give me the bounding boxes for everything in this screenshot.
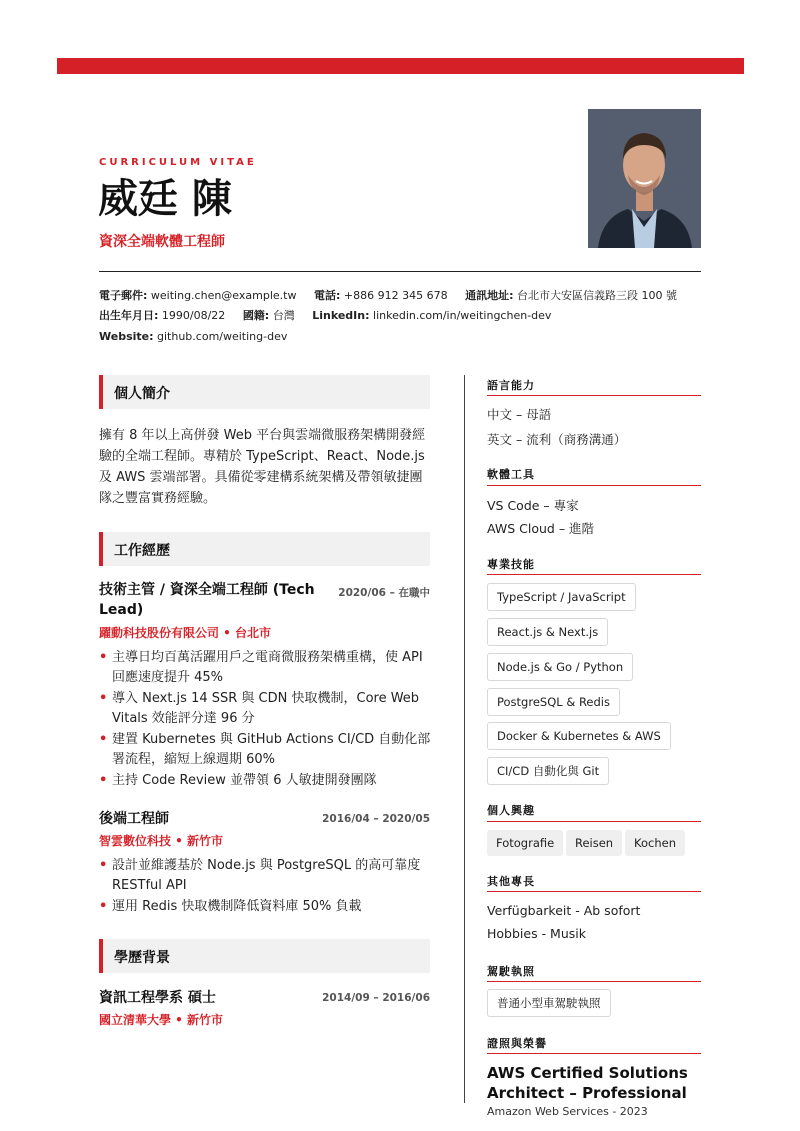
job-1-bullet: • 主持 Code Review 並帶領 6 人敏捷開發團隊 [99, 771, 434, 791]
dob-value: 1990/08/22 [161, 309, 226, 322]
job-2-title: 後端工程師 [99, 811, 169, 827]
section-profile-heading [99, 375, 430, 409]
job-1-date: 2020/06 – 在職中 [338, 587, 430, 599]
skills-underline [487, 574, 701, 575]
website-label: Website: [99, 330, 154, 343]
section-experience-heading [99, 532, 430, 566]
license-tag: 普通小型車駕駛執照 [487, 989, 611, 1017]
nationality-label: 國籍: [242, 309, 270, 322]
job-1-bullet: • 導入 Next.js 14 SSR 與 CDN 快取機制，Core Web Vitals 效能評分達 96 分 [99, 689, 434, 728]
job-2-org: 智雲數位科技 • 新竹市 [99, 834, 224, 848]
header-divider [99, 271, 701, 272]
nationality-value: 台灣 [272, 309, 295, 322]
dob-label: 出生年月日: [99, 309, 159, 322]
interest-tag: Reisen [566, 830, 622, 856]
contact-row-1 [99, 289, 677, 303]
education-degree: 資訊工程學系 碩士 [99, 990, 216, 1006]
license-heading: 駕駛執照 [487, 965, 535, 978]
skill-tag: Node.js & Go / Python [487, 653, 633, 681]
address-value: 台北市大安區信義路三段 100 號 [516, 289, 677, 302]
email-value: weiting.chen@example.tw [150, 289, 297, 302]
interest-tag: Kochen [625, 830, 685, 856]
interests-underline [487, 821, 701, 822]
education-date: 2014/09 – 2016/06 [322, 992, 430, 1004]
contact-row-3 [99, 330, 287, 344]
cert-title: AWS Certified Solutions Architect – Professional [487, 1064, 688, 1102]
section-education-title: 學歷背景 [114, 950, 170, 966]
skill-tag: TypeScript / JavaScript [487, 583, 636, 611]
job-2-date: 2016/04 – 2020/05 [322, 813, 430, 825]
cv-label: CURRICULUM VITAE [99, 157, 257, 168]
languages-underline [487, 395, 701, 396]
job-1-title: 技術主管 / 資深全端工程師 (Tech Lead) [99, 582, 315, 618]
job-1-org: 躍動科技股份有限公司 • 台北市 [99, 626, 272, 640]
other-skill-item: Verfügbarkeit - Ab sofort [487, 903, 641, 918]
job-title-headline: 資深全端軟體工程師 [99, 234, 225, 250]
interests-heading: 個人興趣 [487, 804, 535, 817]
profile-photo [588, 109, 701, 248]
job-1-bullet: • 主導日均百萬活躍用戶之電商微服務架構重構，使 API 回應速度提升 45% [99, 648, 434, 687]
software-heading: 軟體工具 [487, 468, 535, 481]
skill-tag: React.js & Next.js [487, 618, 608, 646]
education-school: 國立清華大學 • 新竹市 [99, 1013, 224, 1027]
other-skills-underline [487, 891, 701, 892]
website-value: github.com/weiting-dev [157, 330, 288, 343]
email-label: 電子郵件: [99, 289, 148, 302]
job-1-bullets [99, 648, 434, 793]
contact-row-2 [99, 309, 551, 323]
section-profile-title: 個人簡介 [114, 386, 170, 402]
column-divider [464, 375, 465, 1103]
job-2-bullet: • 設計並維護基於 Node.js 與 PostgreSQL 的高可靠度 RESTful API [99, 856, 434, 895]
language-item: 中文 – 母語 [487, 407, 552, 422]
skills-heading: 專業技能 [487, 558, 535, 571]
profile-summary: 擁有 8 年以上高併發 Web 平台與雲端微服務架構開發經驗的全端工程師。專精於 TypeScript、React、Node.js 及 AWS 雲端部署。具備從零建構系統架構及帶領敏捷團隊之豐富實務經驗。 [99, 428, 426, 506]
interest-tag: Fotografie [487, 830, 563, 856]
certs-heading: 證照與榮譽 [487, 1037, 547, 1050]
skill-tag: PostgreSQL & Redis [487, 688, 620, 716]
linkedin-value: linkedin.com/in/weitingchen-dev [373, 309, 552, 322]
section-experience-title: 工作經歷 [114, 543, 170, 559]
language-item: 英文 – 流利（商務溝通） [487, 432, 627, 447]
job-2-bullets [99, 856, 434, 919]
other-skill-item: Hobbies - Musik [487, 926, 586, 941]
job-1-bullet: • 建置 Kubernetes 與 GitHub Actions CI/CD 自動化部署流程，縮短上線週期 60% [99, 730, 434, 769]
software-underline [487, 485, 701, 486]
full-name: 威廷 陳 [98, 176, 232, 222]
top-accent-bar [57, 58, 744, 74]
skill-tag: CI/CD 自動化與 Git [487, 757, 609, 785]
cert-issuer: Amazon Web Services - 2023 [487, 1105, 648, 1118]
software-item: VS Code – 專家 [487, 498, 579, 513]
linkedin-label: LinkedIn: [312, 309, 370, 322]
job-2-bullet: • 運用 Redis 快取機制降低資料庫 50% 負載 [99, 897, 434, 917]
phone-label: 電話: [313, 289, 341, 302]
address-label: 通訊地址: [465, 289, 514, 302]
skill-tag: Docker & Kubernetes & AWS [487, 722, 671, 750]
languages-heading: 語言能力 [487, 379, 535, 392]
other-skills-heading: 其他專長 [487, 875, 535, 888]
license-underline [487, 981, 701, 982]
section-education-heading [99, 939, 430, 973]
certs-underline [487, 1053, 701, 1054]
software-item: AWS Cloud – 進階 [487, 521, 595, 536]
phone-value: +886 912 345 678 [343, 289, 448, 302]
